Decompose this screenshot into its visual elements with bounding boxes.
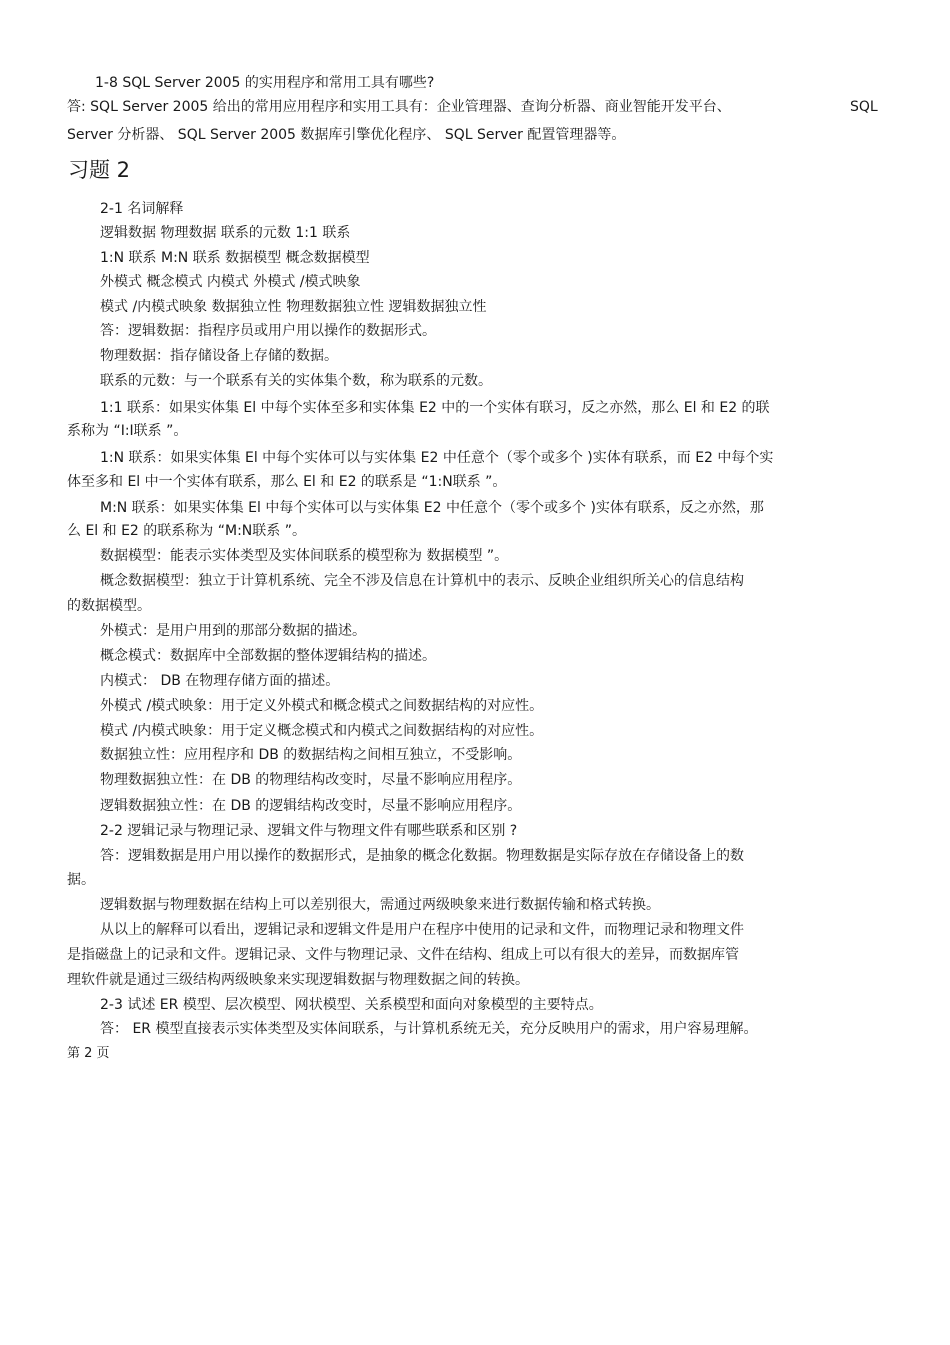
question-2-2-title: 2-2 逻辑记录与物理记录、逻辑文件与物理文件有哪些联系和区别 ? [100,823,518,839]
answer-1-8-line1: 答: SQL Server 2005 给出的常用应用程序和实用工具有：企业管理器、查询分析器、商业智能开发平台、 [67,99,731,115]
definition-line: 物理数据独立性：在 DB 的物理结构改变时，尽量不影响应用程序。 [100,772,522,788]
concept-model-line1: 概念数据模型：独立于计算机系统、完全不涉及信息在计算机中的表示、反映企业组织所关心的信息结构 [100,573,744,589]
terms-line: 逻辑数据 物理数据 联系的元数 1:1 联系 [100,225,351,241]
definition-line: 外模式 /模式映象：用于定义外模式和概念模式之间数据结构的对应性。 [100,698,544,714]
definition-line: 外模式：是用户用到的那部分数据的描述。 [100,623,366,639]
question-2-3-title: 2-3 试述 ER 模型、层次模型、网状模型、关系模型和面向对象模型的主要特点。 [100,997,603,1013]
one-to-n-line1: 1:N 联系：如果实体集 El 中每个实体可以与实体集 E2 中任意个（零个或多个 )实体有联系，而 E2 中每个实 [100,450,774,466]
answer-2-2-para3-line3: 理软件就是通过三级结构两级映象来实现逻辑数据与物理数据之间的转换。 [67,972,529,988]
concept-model-line2: 的数据模型。 [67,598,151,614]
answer-2-2-para2: 逻辑数据与物理数据在结构上可以差别很大，需通过两级映象来进行数据传输和格式转换。 [100,897,660,913]
page-number: 第 2 页 [67,1046,110,1061]
one-to-n-line2: 体至多和 El 中一个实体有联系，那么 El 和 E2 的联系是 “1:N联系 ”。 [67,474,507,490]
data-model-definition: 数据模型：能表示实体类型及实体间联系的模型称为 数据模型 ”。 [100,548,509,564]
m-to-n-line1: M:N 联系：如果实体集 El 中每个实体可以与实体集 E2 中任意个（零个或多个 )实体有联系，反之亦然，那 [100,500,764,516]
answer-2-3: 答： ER 模型直接表示实体类型及实体间联系，与计算机系统无关，充分反映用户的需求，用户容易理解。 [100,1021,758,1037]
terms-line: 1:N 联系 M:N 联系 数据模型 概念数据模型 [100,250,370,266]
answer-2-2-line2: 据。 [67,872,95,888]
terms-line: 模式 /内模式映象 数据独立性 物理数据独立性 逻辑数据独立性 [100,299,487,315]
m-to-n-line2: 么 El 和 E2 的联系称为 “M:N联系 ”。 [67,523,306,539]
exercise-heading: 习题 2 [68,158,131,182]
answer-logical-data: 答：逻辑数据：指程序员或用户用以操作的数据形式。 [100,323,436,339]
answer-2-2-para3-line1: 从以上的解释可以看出，逻辑记录和逻辑文件是用户在程序中使用的记录和文件，而物理记录和物理文件 [100,922,744,938]
definition-line: 逻辑数据独立性：在 DB 的逻辑结构改变时，尽量不影响应用程序。 [100,798,522,814]
answer-2-2-para3-line2: 是指磁盘上的记录和文件。逻辑记录、文件与物理记录、文件在结构、组成上可以有很大的差异，而数据库管 [67,947,739,963]
answer-2-2-line1: 答：逻辑数据是用户用以操作的数据形式，是抽象的概念化数据。物理数据是实际存放在存储设备上的数 [100,848,744,864]
one-to-one-line2: 系称为 “I:I联系 ”。 [67,423,188,439]
question-2-1-title: 2-1 名词解释 [100,201,184,217]
definition-line: 内模式： DB 在物理存储方面的描述。 [100,673,340,689]
answer-1-8-line1-end: SQL [850,99,878,115]
terms-line: 外模式 概念模式 内模式 外模式 /模式映象 [100,274,361,290]
definition-line: 概念模式：数据库中全部数据的整体逻辑结构的描述。 [100,648,436,664]
answer-1-8-line2: Server 分析器、 SQL Server 2005 数据库引擎优化程序、 SQL Server 配置管理器等。 [67,127,626,143]
question-1-8: 1-8 SQL Server 2005 的实用程序和常用工具有哪些? [95,75,435,91]
one-to-one-line1: 1:1 联系：如果实体集 El 中每个实体至多和实体集 E2 中的一个实体有联习，反之亦然，那么 El 和 E2 的联 [100,400,770,416]
answer-relationship-degree: 联系的元数：与一个联系有关的实体集个数，称为联系的元数。 [100,373,492,389]
definition-line: 模式 /内模式映象：用于定义概念模式和内模式之间数据结构的对应性。 [100,723,544,739]
definition-line: 数据独立性：应用程序和 DB 的数据结构之间相互独立，不受影响。 [100,747,522,763]
answer-physical-data: 物理数据：指存储设备上存储的数据。 [100,348,338,364]
